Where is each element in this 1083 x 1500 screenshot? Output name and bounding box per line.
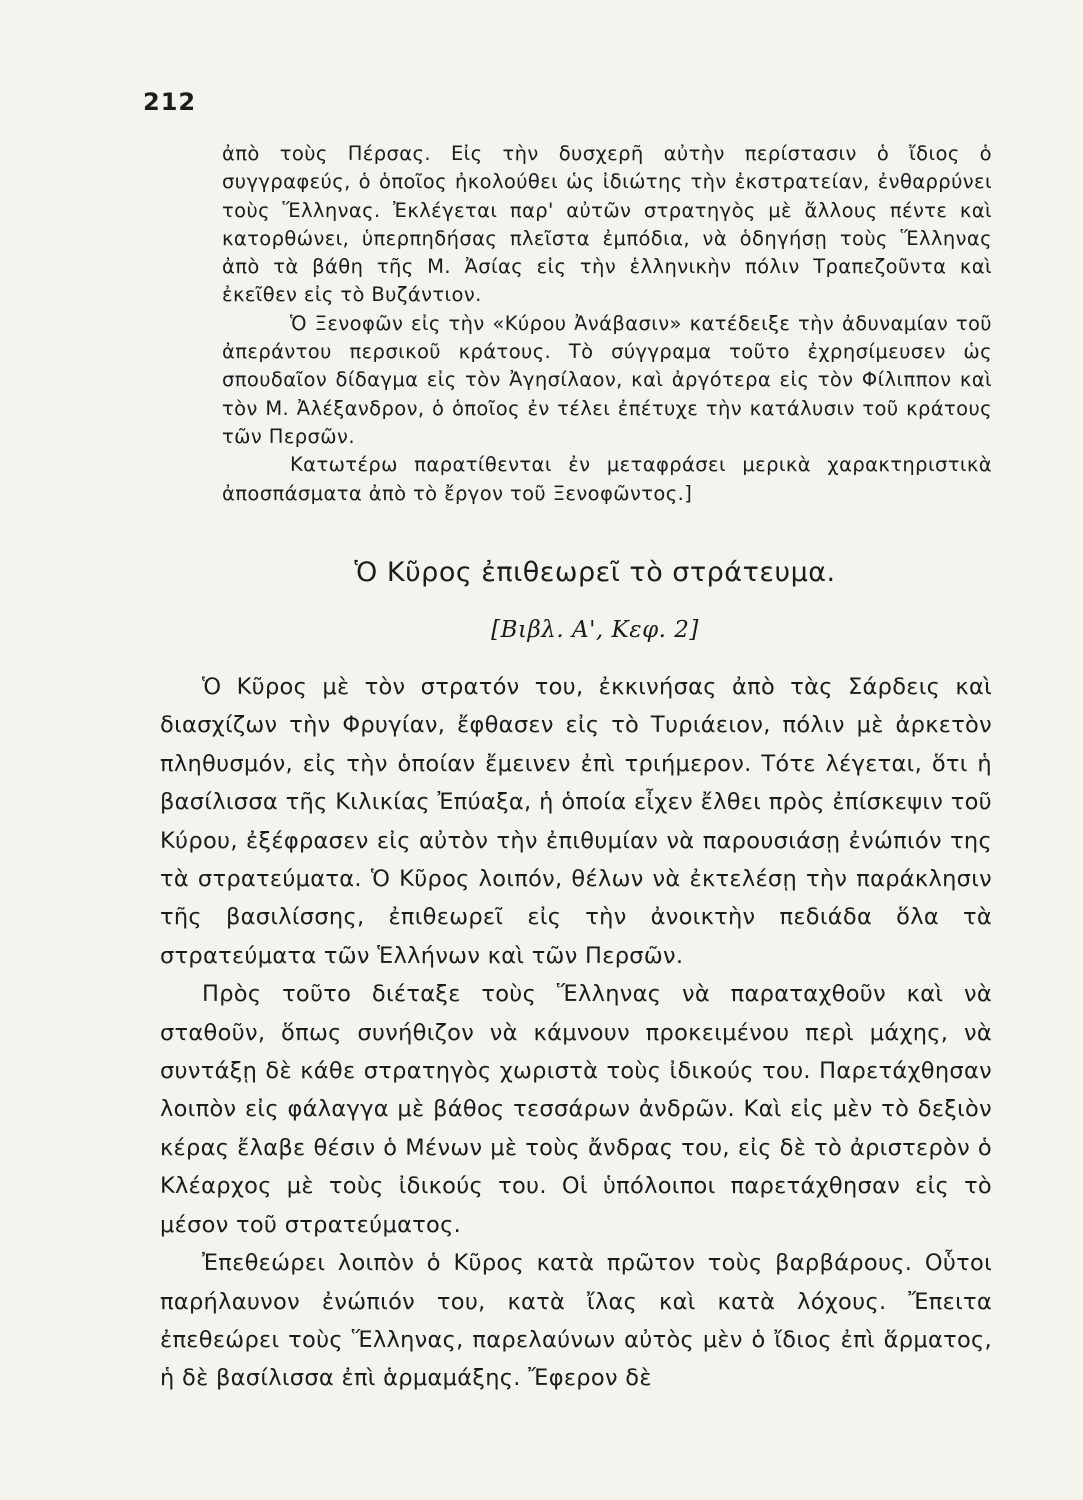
intro-paragraph: Κατωτέρω παρατίθενται ἐν μεταφράσει μερικὰ χαρακτηριστικὰ ἀποσπάσματα ἀπὸ τὸ ἔργον τοῦ Ξενοφῶντος.] — [222, 453, 992, 505]
intro-section — [222, 140, 992, 508]
section-reference: [Βιβλ. Α', Κεφ. 2] — [491, 617, 699, 643]
body-paragraph: Ὁ Κῦρος μὲ τὸν στρατόν του, ἐκκινήσας ἀπὸ τὰς Σάρδεις καὶ διασχίζων τὴν Φρυγίαν, ἔφθασεν εἰς τὸ Τυριάειον, πόλιν μὲ ἀρκετὸν πληθυσμόν, εἰς τὴν ὁποίαν ἔμεινεν ἐπὶ τριήμερον. Τότε λέγεται, ὅτι ἡ βασίλισσα τῆς Κιλικίας Ἐπύαξα, ἡ ὁποία εἶχεν ἔλθει πρὸς ἐπίσκεψιν τοῦ Κύρου, ἐξέφρασεν εἰς αὐτὸν τὴν ἐπιθυμίαν νὰ παρουσιάσῃ ἐνώπιόν της τὰ στρατεύματα. Ὁ Κῦρος λοιπόν, θέλων νὰ ἐκτελέσῃ τὴν παράκλησιν τῆς βασιλίσσης, ἐπιθεωρεῖ εἰς τὴν ἀνοικτὴν πεδιάδα ὅλα τὰ στρατεύματα τῶν Ἑλλήνων καὶ τῶν Περσῶν. — [160, 674, 992, 969]
body-paragraph: Πρὸς τοῦτο διέταξε τοὺς Ἕλληνας νὰ παραταχθοῦν καὶ νὰ σταθοῦν, ὅπως συνήθιζον νὰ κάμνουν προκειμένου περὶ μάχης, νὰ συντάξῃ δὲ κάθε στρατηγὸς χωριστὰ τοὺς ἰδικούς του. Παρετάχθησαν λοιπὸν εἰς φάλαγγα μὲ βάθος τεσσάρων ἀνδρῶν. Καὶ εἰς μὲν τὸ δεξιὸν κέρας ἔλαβε θέσιν ὁ Μένων μὲ τοὺς ἄνδρας του, εἰς δὲ τὸ ἀριστερὸν ὁ Κλέαρχος μὲ τοὺς ἰδικούς του. Οἱ ὑπόλοιποι παρετάχθησαν εἰς τὸ μέσον τοῦ στρατεύματος. — [160, 981, 992, 1238]
page-number: 212 — [143, 88, 197, 116]
intro-paragraph: Ὁ Ξενοφῶν εἰς τὴν «Κύρου Ἀνάβασιν» κατέδειξε τὴν ἀδυναμίαν τοῦ ἀπεράντου περσικοῦ κράτους. Τὸ σύγγραμα τοῦτο ἐχρησίμευσεν ὡς σπουδαῖον δίδαγμα εἰς τὸν Ἀγησίλαον, καὶ ἀργότερα εἰς τὸν Φίλιππον καὶ τὸν Μ. Ἀλέξανδρον, ὁ ὁποῖος ἐν τέλει ἐπέτυχε τὴν κατάλυσιν τοῦ κράτους τῶν Περσῶν. — [222, 311, 992, 448]
intro-paragraph: ἀπὸ τοὺς Πέρσας. Εἰς τὴν δυσχερῆ αὐτὴν περίστασιν ὁ ἴδιος ὁ συγγραφεύς, ὁ ὁποῖος ἠκολούθει ὡς ἰδιώτης τὴν ἐκστρατείαν, ἐνθαρρύνει τοὺς Ἕλληνας. Ἐκλέγεται παρ' αὐτῶν στρατηγὸς μὲ ἄλλους πέντε καὶ κατορθώνει, ὑπερπηδήσας πλεῖστα ἐμπόδια, νὰ ὁδηγήσῃ τοὺς Ἕλληνας ἀπὸ τὰ βάθη τῆς Μ. Ἀσίας εἰς τὴν ἑλληνικὴν πόλιν Τραπεζοῦντα καὶ ἐκεῖθεν εἰς τὸ Βυζάντιον. — [222, 142, 992, 307]
body-paragraph: Ἐπεθεώρει λοιπὸν ὁ Κῦρος κατὰ πρῶτον τοὺς βαρβάρους. Οὗτοι παρήλαυνον ἐνώπιόν του, κατὰ ἴλας καὶ κατὰ λόχους. Ἔπειτα ἐπεθεώρει τοὺς Ἕλληνας, παρελαύνων αὐτὸς μὲν ὁ ἴδιος ἐπὶ ἅρματος, ἡ δὲ βασίλισσα ἐπὶ ἁρμαμάξης. Ἔφερον δὲ — [160, 1250, 992, 1392]
section-title: Ὁ Κῦρος ἐπιθεωρεῖ τὸ στράτευμα. — [354, 557, 836, 588]
main-text — [160, 668, 992, 1398]
